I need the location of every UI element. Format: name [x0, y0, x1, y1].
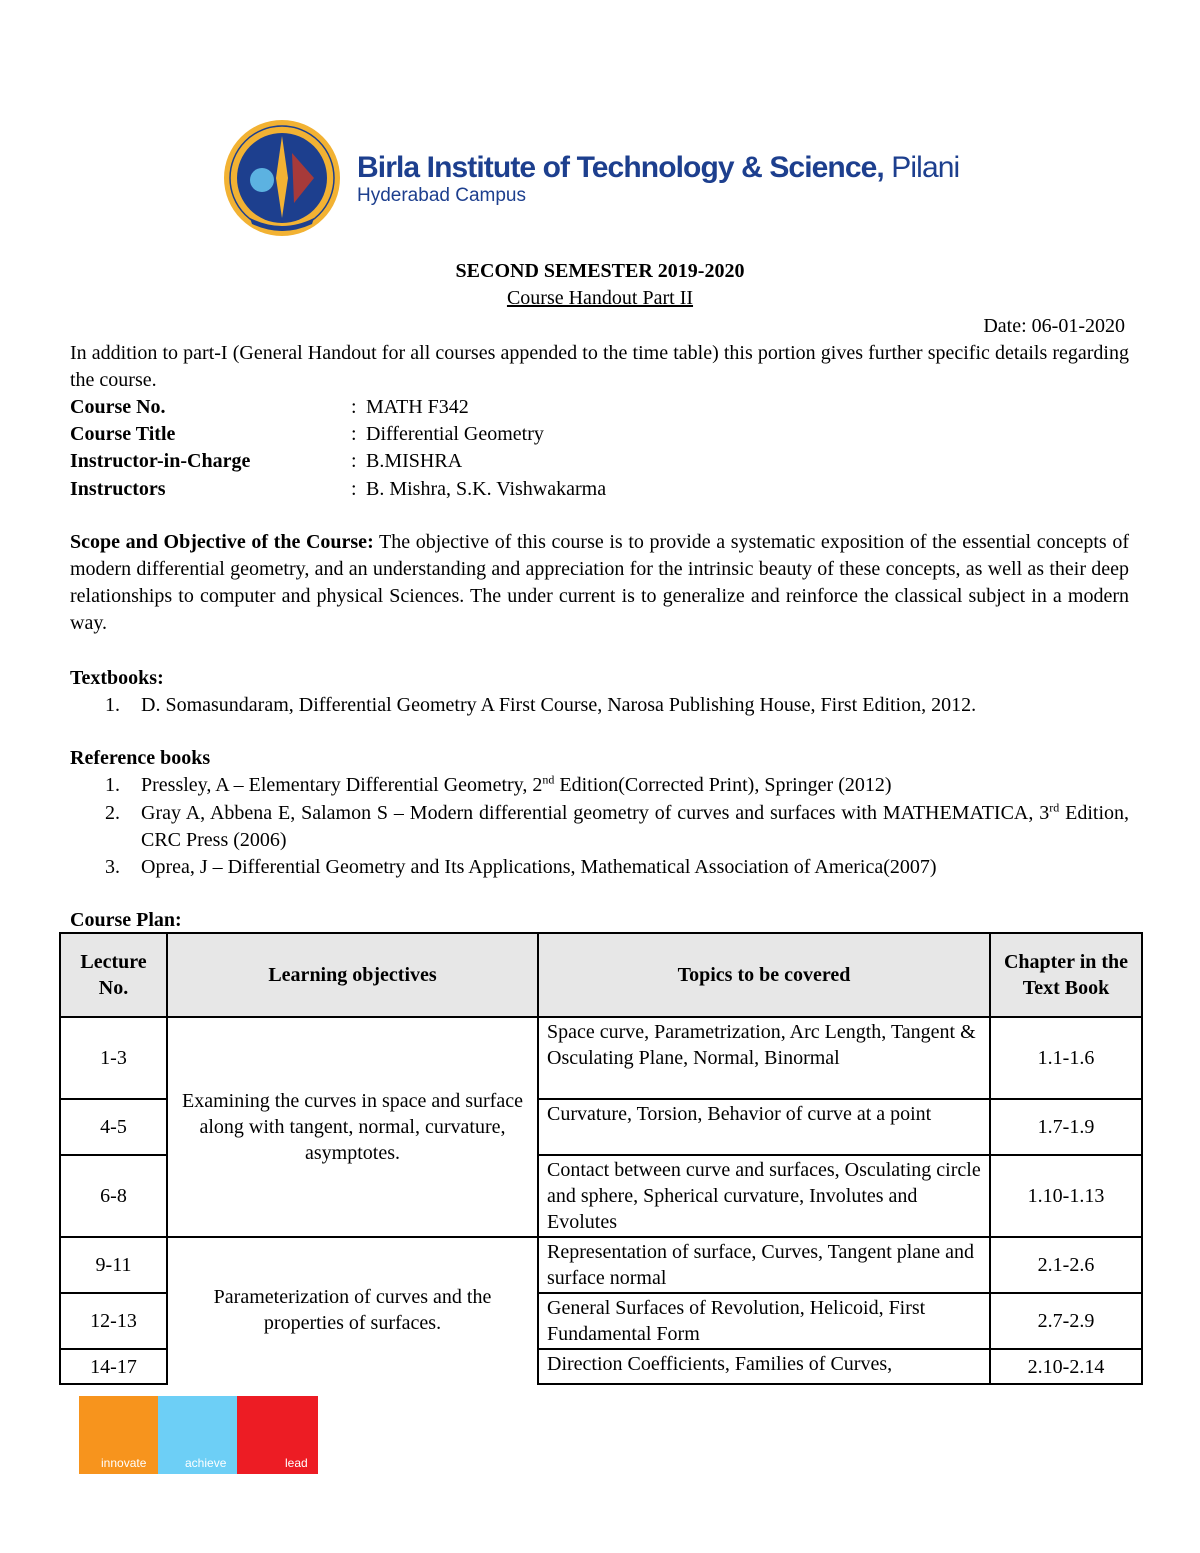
handout-subtitle: Course Handout Part II	[506, 287, 694, 309]
lecture-cell: 1-3	[60, 1017, 167, 1099]
institute-seal-logo	[222, 118, 342, 238]
lecture-cell: 9-11	[60, 1237, 167, 1293]
scope-text: The objective of this course is to provide a systematic exposition of the essential concepts of modern differential geometry, and an understanding and appreciation for the intrinsic beauty of these concepts, as well as their deep relationships to computer and physical Sciences. The under current is to generalize and reinforce the classical subject in a modern way.	[70, 531, 1129, 634]
course-title-value: Differential Geometry	[366, 423, 544, 445]
column-header: Learning objectives	[167, 933, 538, 1017]
topics-cell: General Surfaces of Revolution, Helicoid, First Fundamental Form	[538, 1293, 990, 1349]
reference-books-heading: Reference books	[70, 747, 211, 769]
lecture-cell: 6-8	[60, 1155, 167, 1237]
innovate-block: innovate	[79, 1396, 158, 1474]
intro-paragraph: In addition to part-I (General Handout for all courses appended to the time table) this portion gives further specific details regarding the course.	[70, 342, 1129, 391]
objective-cell: Parameterization of curves and the properties of surfaces.	[167, 1237, 538, 1384]
lecture-cell: 12-13	[60, 1293, 167, 1349]
course-no-value: MATH F342	[366, 396, 469, 418]
topics-cell: Direction Coefficients, Families of Curves,	[538, 1349, 990, 1384]
column-header: Lecture No.	[60, 933, 167, 1017]
topics-cell: Curvature, Torsion, Behavior of curve at a point	[538, 1099, 990, 1155]
course-plan-table	[59, 932, 1143, 1385]
colon: :	[351, 450, 357, 472]
instructors-value: B. Mishra, S.K. Vishwakarma	[366, 478, 607, 500]
achieve-block: achieve	[158, 1396, 237, 1474]
column-header: Topics to be covered	[538, 933, 990, 1017]
instructor-in-charge-label: Instructor-in-Charge	[70, 450, 251, 472]
chapter-cell: 1.7-1.9	[990, 1099, 1142, 1155]
colon: :	[351, 396, 357, 418]
lecture-cell: 14-17	[60, 1349, 167, 1384]
scope-paragraph	[70, 529, 1129, 637]
scope-heading: Scope and Objective of the Course:	[70, 531, 374, 553]
innovate-achieve-lead-logo	[79, 1396, 318, 1474]
chapter-cell: 1.10-1.13	[990, 1155, 1142, 1237]
course-no-label: Course No.	[70, 396, 166, 418]
semester-heading: SECOND SEMESTER 2019-2020	[455, 260, 745, 282]
institute-name: Birla Institute of Technology & Science, Pilani	[357, 151, 960, 184]
course-plan-heading: Course Plan:	[70, 909, 182, 931]
table-row	[60, 1017, 1142, 1099]
lead-block: lead	[237, 1396, 318, 1474]
colon: :	[351, 478, 357, 500]
textbooks-heading: Textbooks:	[70, 667, 164, 689]
topics-cell: Space curve, Parametrization, Arc Length, Tangent & Osculating Plane, Normal, Binormal	[538, 1017, 990, 1099]
column-header: Chapter in the Text Book	[990, 933, 1142, 1017]
topics-cell: Contact between curve and surfaces, Osculating circle and sphere, Spherical curvature, Involutes and Evolutes	[538, 1155, 990, 1237]
chapter-cell: 1.1-1.6	[990, 1017, 1142, 1099]
instructor-in-charge-value: B.MISHRA	[366, 450, 463, 472]
handout-date: Date: 06-01-2020	[983, 315, 1125, 337]
topics-cell: Representation of surface, Curves, Tangent plane and surface normal	[538, 1237, 990, 1293]
chapter-cell: 2.7-2.9	[990, 1293, 1142, 1349]
objective-cell: Examining the curves in space and surface along with tangent, normal, curvature, asymptotes.	[167, 1017, 538, 1237]
chapter-cell: 2.1-2.6	[990, 1237, 1142, 1293]
campus-name: Hyderabad Campus	[357, 185, 526, 206]
table-header-row	[60, 933, 1142, 1017]
table-row	[60, 1237, 1142, 1293]
lecture-cell: 4-5	[60, 1099, 167, 1155]
chapter-cell: 2.10-2.14	[990, 1349, 1142, 1384]
colon: :	[351, 423, 357, 445]
instructors-label: Instructors	[70, 478, 166, 500]
course-title-label: Course Title	[70, 423, 176, 445]
